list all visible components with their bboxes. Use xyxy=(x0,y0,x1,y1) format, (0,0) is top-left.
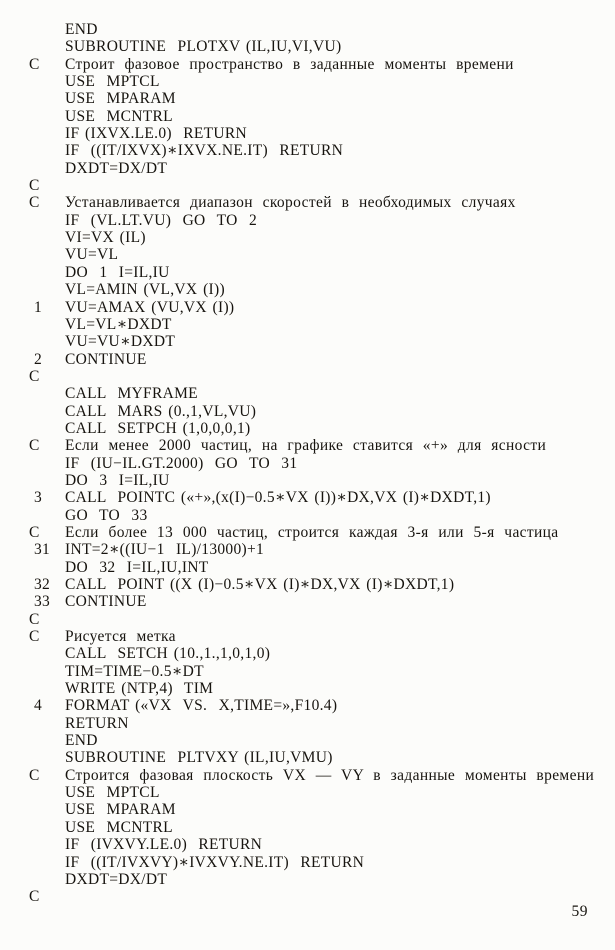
code-line xyxy=(0,351,615,368)
line-text: USE MPARAM xyxy=(65,90,176,108)
code-line xyxy=(0,212,615,229)
code-line xyxy=(0,784,615,801)
line-label: 33 xyxy=(34,593,51,611)
line-text: Если менее 2000 частиц, на графике ставится «+» для ясности xyxy=(65,437,547,455)
code-line xyxy=(0,368,615,385)
code-line xyxy=(0,541,615,558)
code-line xyxy=(0,281,615,298)
line-text: SUBROUTINE PLOTXV (IL,IU,VI,VU) xyxy=(65,38,342,56)
line-text: USE MPARAM xyxy=(65,801,176,819)
code-line xyxy=(0,489,615,506)
code-line xyxy=(0,819,615,836)
line-text: USE MPTCL xyxy=(65,784,160,802)
line-label: C xyxy=(29,628,40,646)
code-line xyxy=(0,680,615,697)
code-line xyxy=(0,38,615,55)
line-label: C xyxy=(29,523,40,541)
code-line xyxy=(0,576,615,593)
line-text: CALL MARS (0.,1,VL,VU) xyxy=(65,402,257,420)
line-text: RETURN xyxy=(65,714,129,732)
code-line xyxy=(0,142,615,159)
code-line xyxy=(0,645,615,662)
line-text: END xyxy=(65,732,98,750)
line-text: Рисуется метка xyxy=(65,628,176,646)
line-text: VU=AMAX (VU,VX (I)) xyxy=(65,298,235,316)
line-text: CONTINUE xyxy=(65,593,147,611)
code-line xyxy=(0,697,615,714)
code-line xyxy=(0,749,615,766)
line-label: 32 xyxy=(34,576,51,593)
line-text: Строится фазовая плоскость VX — VY в заданные моменты времени xyxy=(65,766,595,784)
line-text: CALL SETPCH (1,0,0,0,1) xyxy=(65,419,251,437)
code-line xyxy=(0,90,615,107)
line-text: CALL POINTC («+»,(x(I)−0.5∗VX (I))∗DX,VX (I)∗DXDT,1) xyxy=(65,489,491,507)
line-text: IF (IXVX.LE.0) RETURN xyxy=(65,125,248,143)
line-text: CONTINUE xyxy=(65,350,147,368)
line-text: USE MCNTRL xyxy=(65,818,173,836)
line-text: Если более 13 000 частиц, строится каждая 3-я или 5-я частица xyxy=(65,523,559,541)
code-line xyxy=(0,21,615,38)
line-text: Строит фазовое пространство в заданные моменты времени xyxy=(65,55,514,73)
code-line xyxy=(0,229,615,246)
page-number: 59 xyxy=(571,903,588,920)
line-text: GO TO 33 xyxy=(65,506,148,524)
code-line xyxy=(0,593,615,610)
line-text: IF ((IT/IVXVY)∗IVXVY.NE.IT) RETURN xyxy=(65,853,365,871)
line-text: USE MPTCL xyxy=(65,73,160,91)
code-line xyxy=(0,507,615,524)
comment-line xyxy=(0,767,615,784)
code-line xyxy=(0,472,615,489)
line-text: IF ((IT/IXVX)∗IXVX.NE.IT) RETURN xyxy=(65,142,344,160)
line-text: DO 3 I=IL,IU xyxy=(65,471,170,489)
line-label: 1 xyxy=(34,298,43,316)
line-text: CALL MYFRAME xyxy=(65,385,198,403)
code-line xyxy=(0,611,615,628)
line-text: END xyxy=(65,21,98,38)
code-line xyxy=(0,871,615,888)
line-label: C xyxy=(29,437,40,455)
code-line xyxy=(0,888,615,905)
code-line xyxy=(0,559,615,576)
line-label: 3 xyxy=(34,489,43,507)
line-label: 2 xyxy=(34,350,43,368)
comment-line xyxy=(0,524,615,541)
line-text: VU=VL xyxy=(65,246,119,264)
code-line xyxy=(0,73,615,90)
line-label: C xyxy=(29,888,40,906)
code-line xyxy=(0,299,615,316)
code-line xyxy=(0,836,615,853)
code-line xyxy=(0,732,615,749)
line-text: IF (IU−IL.GT.2000) GO TO 31 xyxy=(65,454,298,472)
comment-line xyxy=(0,56,615,73)
comment-line xyxy=(0,628,615,645)
line-text: INT=2∗((IU−1 IL)/13000)+1 xyxy=(65,541,265,559)
code-line xyxy=(0,663,615,680)
line-text: TIM=TIME−0.5∗DT xyxy=(65,662,204,680)
line-text: USE MCNTRL xyxy=(65,107,173,125)
code-line xyxy=(0,108,615,125)
line-label: 31 xyxy=(34,541,51,559)
code-line xyxy=(0,403,615,420)
line-text: CALL SETCH (10.,1.,1,0,1,0) xyxy=(65,645,271,663)
code-line xyxy=(0,801,615,818)
line-label: C xyxy=(29,55,40,73)
code-line xyxy=(0,264,615,281)
line-text: DXDT=DX/DT xyxy=(65,870,168,888)
code-line xyxy=(0,125,615,142)
code-line xyxy=(0,854,615,871)
code-line xyxy=(0,715,615,732)
line-text: VU=VU∗DXDT xyxy=(65,333,176,351)
code-line xyxy=(0,420,615,437)
line-label: C xyxy=(29,766,40,784)
comment-line xyxy=(0,194,615,211)
line-text: VL=VL∗DXDT xyxy=(65,315,172,333)
line-text: FORMAT («VX VS. X,TIME=»,F10.4) xyxy=(65,697,338,715)
line-text: DO 1 I=IL,IU xyxy=(65,263,170,281)
line-text: SUBROUTINE PLTVXY (IL,IU,VMU) xyxy=(65,749,333,767)
line-text: DXDT=DX/DT xyxy=(65,159,168,177)
code-line xyxy=(0,385,615,402)
line-label: C xyxy=(29,367,40,385)
line-text: VI=VX (IL) xyxy=(65,229,146,247)
line-text: CALL POINT ((X (I)−0.5∗VX (I)∗DX,VX (I)∗DXDT,1) xyxy=(65,576,455,593)
line-label: C xyxy=(29,177,40,195)
line-text: VL=AMIN (VL,VX (I)) xyxy=(65,281,225,299)
line-label: 4 xyxy=(34,697,43,715)
code-line xyxy=(0,177,615,194)
line-label: C xyxy=(29,610,40,628)
code-line xyxy=(0,316,615,333)
code-line xyxy=(0,160,615,177)
line-text: WRITE (NTP,4) TIM xyxy=(65,680,214,698)
line-text: IF (IVXVY.LE.0) RETURN xyxy=(65,836,263,854)
line-text: Устанавливается диапазон скоростей в необходимых случаях xyxy=(65,194,516,212)
code-line xyxy=(0,455,615,472)
line-text: IF (VL.LT.VU) GO TO 2 xyxy=(65,211,258,229)
line-text: DO 32 I=IL,IU,INT xyxy=(65,558,209,576)
code-line xyxy=(0,333,615,350)
comment-line xyxy=(0,437,615,454)
code-line xyxy=(0,246,615,263)
code-listing xyxy=(0,21,615,906)
line-label: C xyxy=(29,194,40,212)
